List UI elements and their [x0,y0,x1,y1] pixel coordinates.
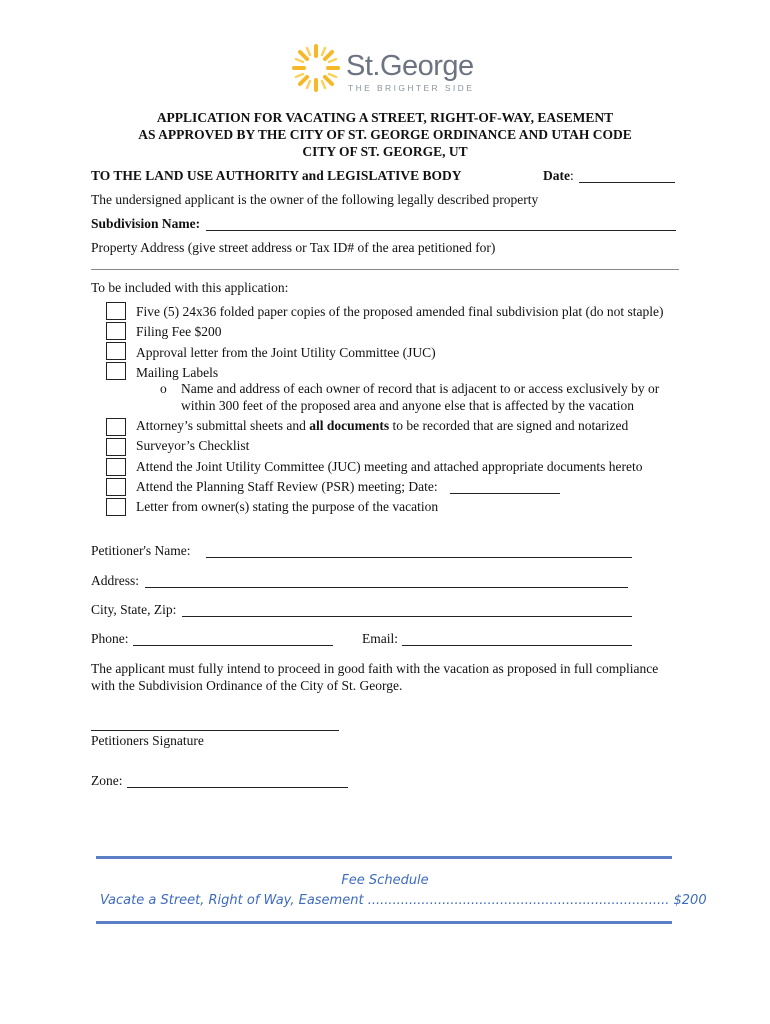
checkbox-owner-letter[interactable] [106,498,126,516]
property-address-field[interactable] [91,269,679,270]
psr-meeting-date-field[interactable] [450,493,560,494]
fee-schedule-top-rule [96,856,672,859]
address-label: Address: [91,573,139,588]
email-label: Email: [362,631,398,646]
checklist-item-mailing-labels: Mailing Labels [136,365,219,380]
checklist-item-juc-letter: Approval letter from the Joint Utility Committee (JUC) [136,345,436,360]
fee-schedule-title: Fee Schedule [341,873,429,888]
address-field[interactable] [145,587,628,588]
phone-field[interactable] [133,645,333,646]
checklist-item-attorney-sheets [136,418,628,434]
checklist-item-owner-letter: Letter from owner(s) stating the purpose of the vacation [136,499,439,514]
form-title-line-1: APPLICATION FOR VACATING A STREET, RIGHT-OF-WAY, EASEMENT [156,110,614,125]
checkbox-filing-fee[interactable] [106,322,126,340]
signature-label: Petitioners Signature [91,733,204,748]
zone-label: Zone: [91,773,123,788]
attorney-text-start: Attorney’s submittal sheets and [136,418,306,433]
mailing-labels-detail-2: within 300 feet of the proposed area and anyone else that is affected by the vacation [181,398,634,413]
petitioner-name-field[interactable] [206,557,632,558]
city-state-zip-field[interactable] [182,616,632,617]
checkbox-plat-copies[interactable] [106,302,126,320]
fee-leader-dots: ......................................................................... [367,893,670,908]
subdivision-name-field[interactable] [206,230,676,231]
fee-item-label: Vacate a Street, Right of Way, Easement [100,893,364,908]
sun-icon [290,42,342,94]
checklist-item-surveyor-checklist: Surveyor’s Checklist [136,438,250,453]
fee-schedule-row [100,893,707,908]
petitioner-name-label: Petitioner's Name: [91,543,191,558]
addressee-heading: TO THE LAND USE AUTHORITY and LEGISLATIVE BODY [91,168,462,183]
mailing-labels-detail-1: Name and address of each owner of record that is adjacent to or access exclusively by or [181,381,660,396]
property-address-label: Property Address (give street address or Tax ID# of the area petitioned for) [91,240,496,255]
email-field[interactable] [402,645,632,646]
subdivision-label: Subdivision Name: [91,216,201,231]
checklist-item-psr-meeting: Attend the Planning Staff Review (PSR) meeting; Date: [136,479,438,494]
zone-field[interactable] [127,787,348,788]
logo-tagline: THE BRIGHTER SIDE [348,83,475,93]
logo-wordmark: St.George [346,50,474,82]
date-label-wrap: Date: [543,168,574,183]
sub-bullet-marker: o [160,381,167,396]
checkbox-psr-meeting[interactable] [106,478,126,496]
checkbox-juc-meeting[interactable] [106,458,126,476]
checklist-item-plat-copies: Five (5) 24x36 folded paper copies of the proposed amended final subdivision plat (do not staple) [136,304,664,319]
fee-amount: $200 [673,893,707,908]
city-state-zip-label: City, State, Zip: [91,602,177,617]
checklist-item-juc-meeting: Attend the Joint Utility Committee (JUC) meeting and attached appropriate documents hereto [136,459,643,474]
form-title-line-2: AS APPROVED BY THE CITY OF ST. GEORGE ORDINANCE AND UTAH CODE [138,127,632,142]
signature-field[interactable] [91,730,339,731]
checkbox-attorney-sheets[interactable] [106,418,126,436]
checkbox-juc-letter[interactable] [106,342,126,360]
attorney-text-bold: all documents [309,418,390,433]
phone-label: Phone: [91,631,129,646]
fee-schedule-bottom-rule [96,921,672,924]
form-title-line-3: CITY OF ST. GEORGE, UT [302,144,468,159]
agreement-line-2: with the Subdivision Ordinance of the City of St. George. [91,678,403,693]
agreement-line-1: The applicant must fully intend to proceed in good faith with the vacation as proposed in full compliance [91,661,659,676]
checklist-heading: To be included with this application: [91,280,289,295]
attorney-text-end: to be recorded that are signed and notarized [392,418,629,433]
owner-statement: The undersigned applicant is the owner of the following legally described property [91,192,539,207]
checkbox-surveyor-checklist[interactable] [106,438,126,456]
checkbox-mailing-labels[interactable] [106,362,126,380]
date-field[interactable] [579,182,675,183]
date-label: Date [543,168,570,183]
city-logo [290,42,490,98]
checklist-item-filing-fee: Filing Fee $200 [136,324,222,339]
